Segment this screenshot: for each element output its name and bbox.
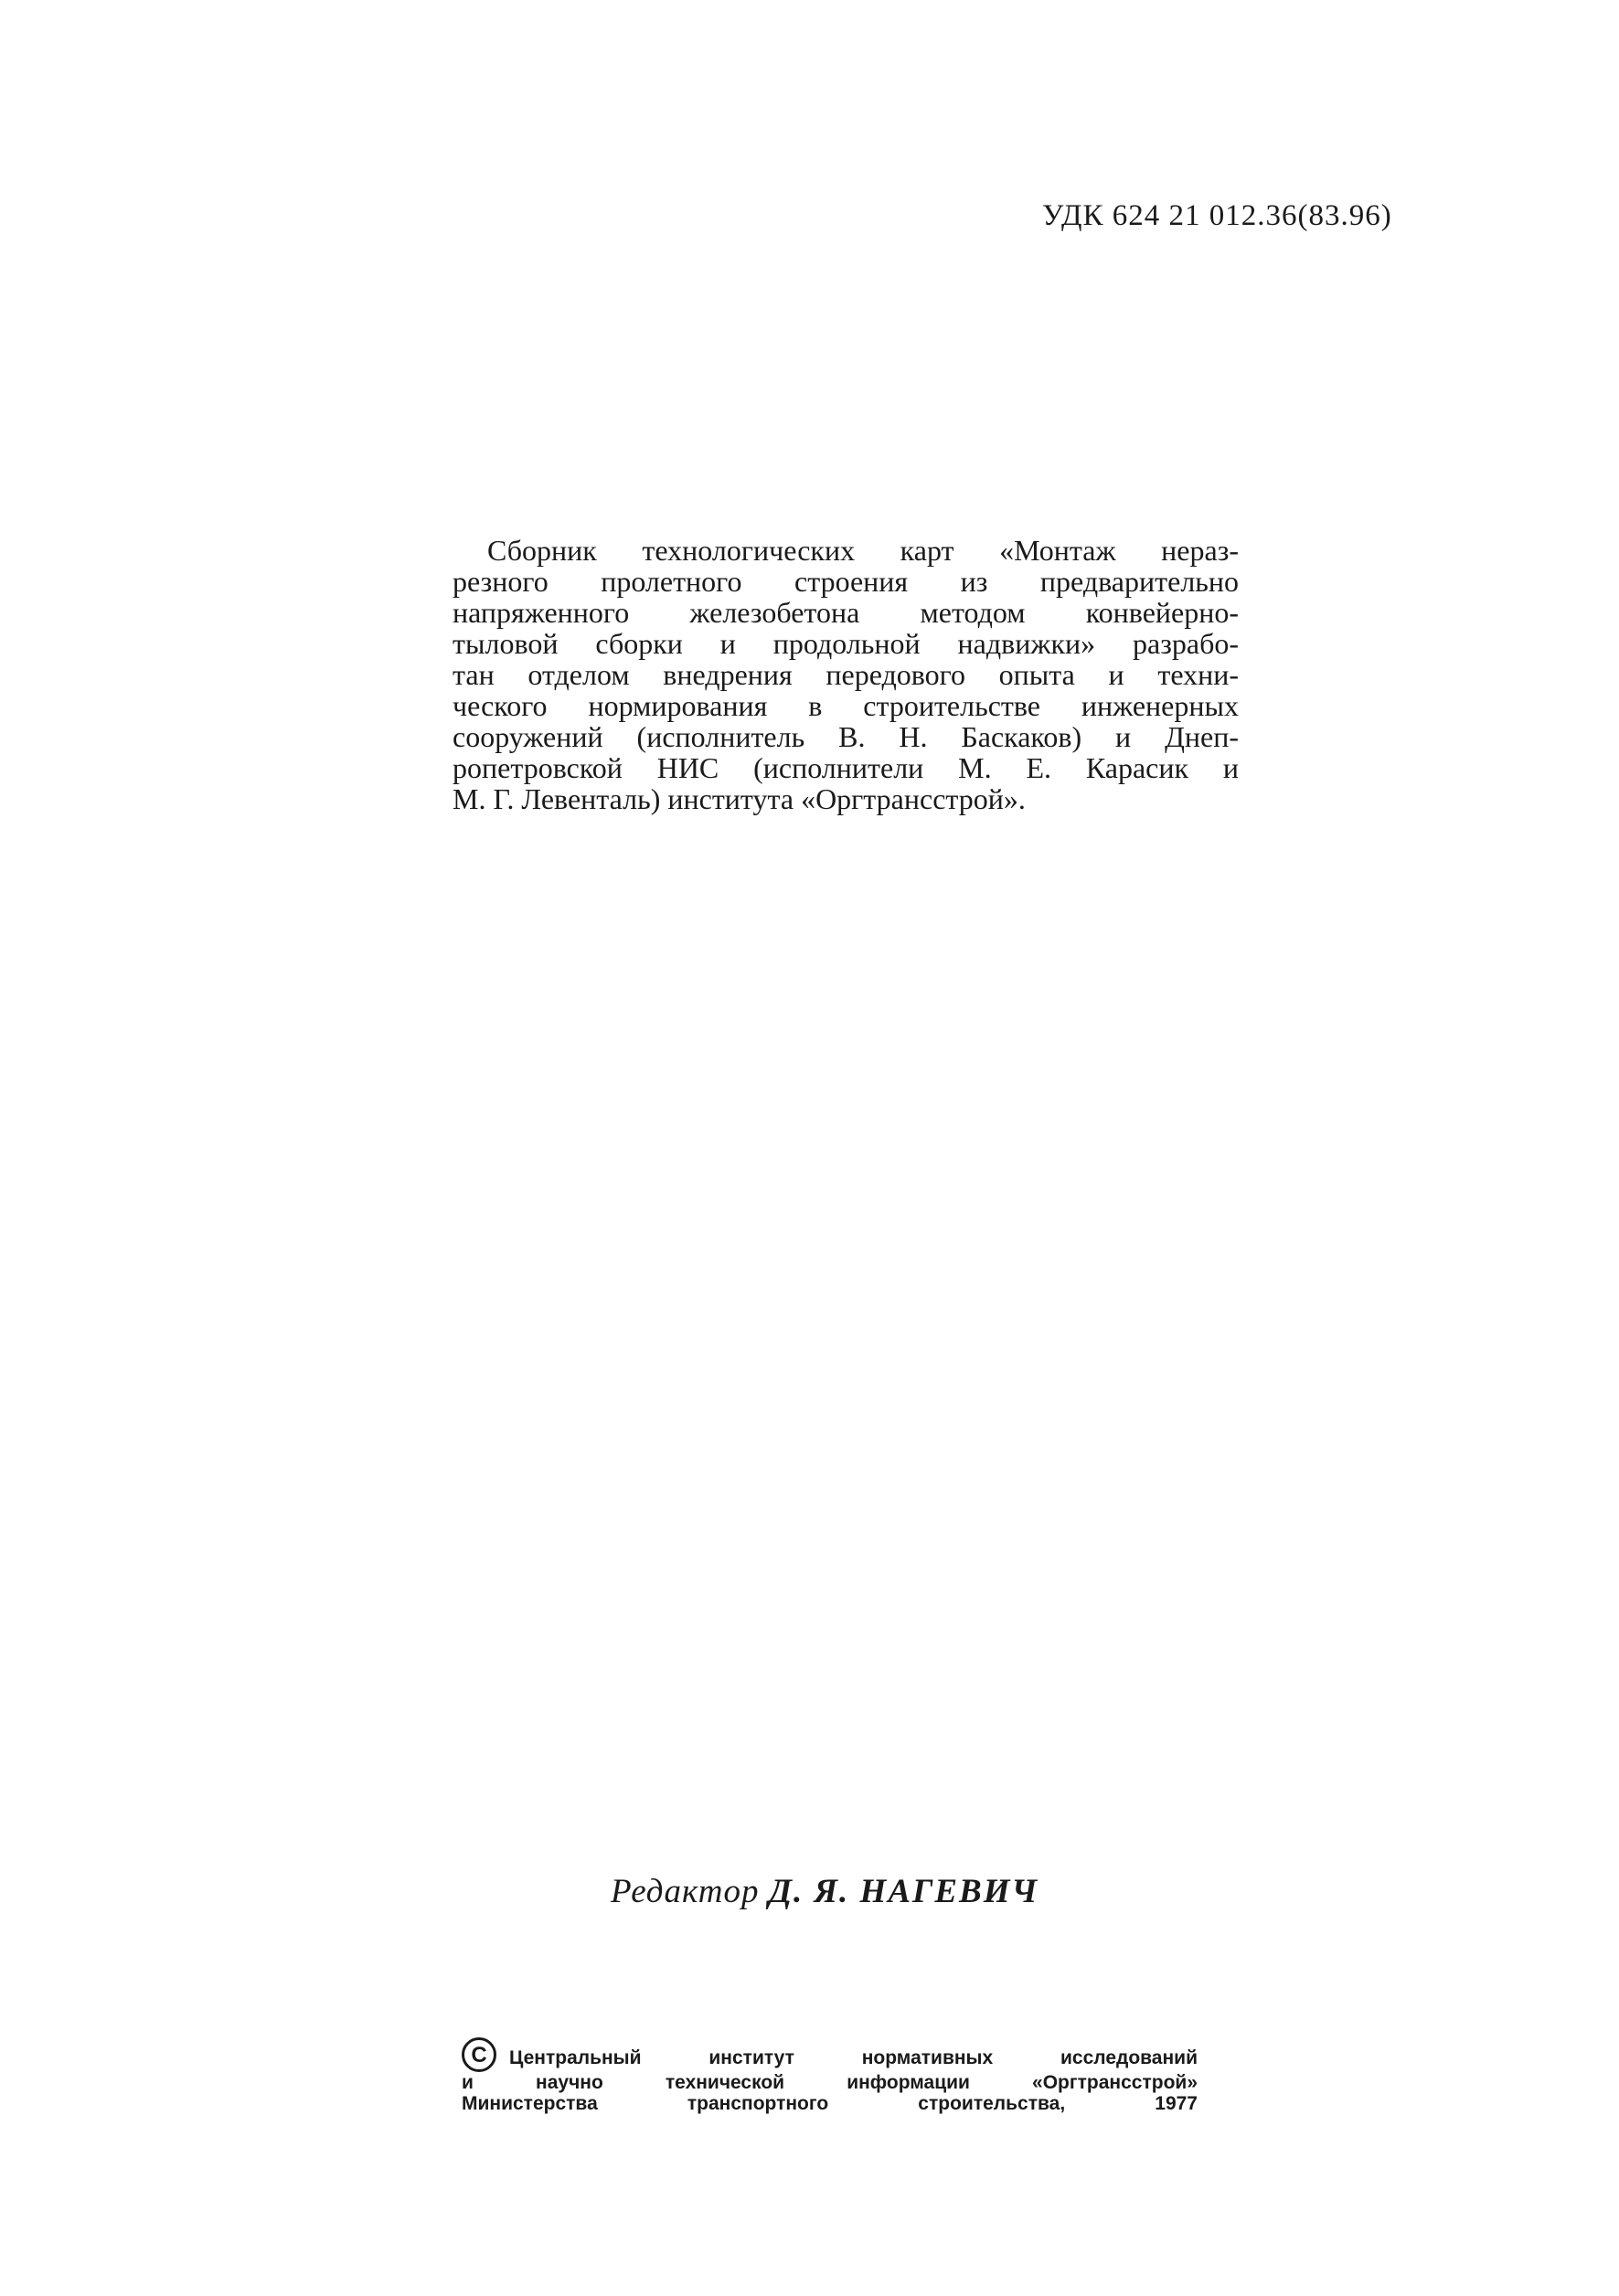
abstract-line: резного пролетного строения из предварительно bbox=[453, 565, 1239, 598]
abstract-line: сооружений (исполнитель В. Н. Баскаков) и Днеп- bbox=[453, 720, 1239, 753]
copyright-line: Центральный институт нормативных исследований bbox=[509, 2046, 1198, 2068]
abstract-paragraph bbox=[453, 535, 1239, 814]
udk-code: УДК 624 21 012.36(83.96) bbox=[1042, 199, 1392, 232]
editor-credit bbox=[611, 1872, 1039, 1911]
copyright-line: Министерства транспортного строительства, 1977 bbox=[462, 2093, 1198, 2114]
abstract-line: Сборник технологических карт «Монтаж нераз- bbox=[487, 534, 1239, 567]
abstract-line: ропетровской НИС (исполнители М. Е. Карасик и bbox=[453, 751, 1239, 784]
abstract-line: напряженного железобетона методом конвейерно- bbox=[453, 596, 1239, 629]
abstract-line: тан отделом внедрения передового опыта и техни- bbox=[453, 658, 1239, 691]
copyright-line: и научно технической информации «Оргтрансстрой» bbox=[462, 2072, 1198, 2093]
editor-name: Д. Я. НАГЕВИЧ bbox=[768, 1873, 1039, 1910]
copyright-block bbox=[462, 2043, 1198, 2114]
abstract-line: М. Г. Левенталь) института «Оргтрансстрой». bbox=[453, 782, 1026, 815]
editor-label: Редактор bbox=[611, 1873, 760, 1910]
abstract-line: тыловой сборки и продольной надвижки» разрабо- bbox=[453, 627, 1239, 660]
copyright-first-line bbox=[462, 2043, 1198, 2072]
copyright-icon: C bbox=[462, 2037, 496, 2072]
abstract-line: ческого нормирования в строительстве инженерных bbox=[453, 689, 1239, 722]
